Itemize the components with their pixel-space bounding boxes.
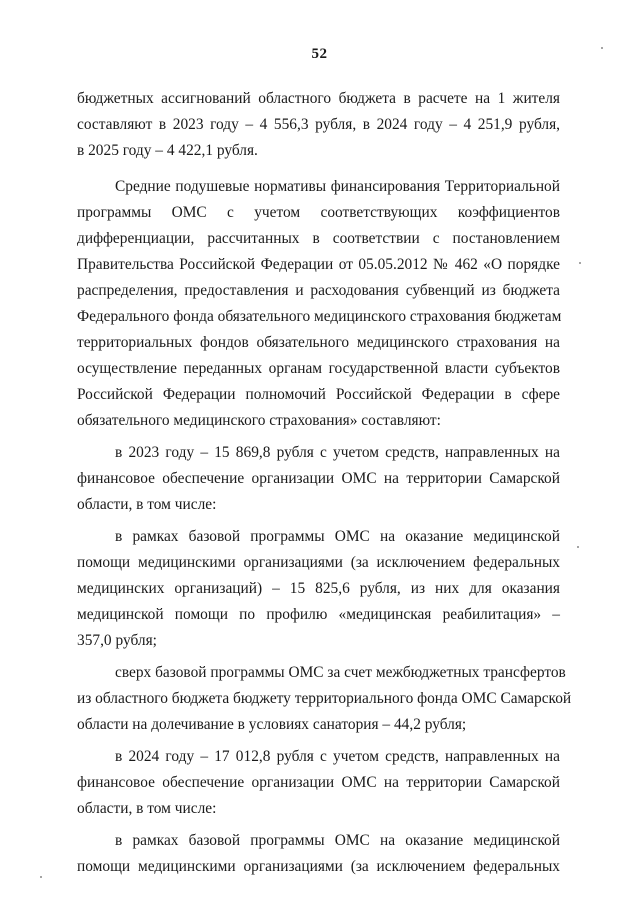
document-body <box>77 86 572 880</box>
text-line: 357,0 рубля; <box>77 632 157 649</box>
text-line: Федерального фонда обязательного медицинского страхования бюджетам <box>77 308 562 325</box>
text-line: распределения, предоставления и расходования субвенций из бюджета <box>77 282 560 299</box>
scan-speck <box>601 47 603 49</box>
text-line: в 2025 году – 4 422,1 рубля. <box>77 142 258 159</box>
text-line: сверх базовой программы ОМС за счет межбюджетных трансфертов <box>115 664 566 681</box>
text-line: медицинских организаций) – 15 825,6 рубля, из них для оказания <box>77 580 560 597</box>
text-line: Правительства Российской Федерации от 05.05.2012 № 462 «О порядке <box>77 256 560 273</box>
text-line: дифференциации, рассчитанных в соответствии с постановлением <box>77 230 560 247</box>
text-line: составляют в 2023 году – 4 556,3 рубля, в 2024 году – 4 251,9 рубля, <box>77 116 560 133</box>
paragraph <box>77 660 572 738</box>
paragraph <box>77 440 560 518</box>
text-line: в рамках базовой программы ОМС на оказание медицинской <box>115 528 560 545</box>
text-line: области, в том числе: <box>77 496 217 513</box>
text-line: финансовое обеспечение организации ОМС на территории Самарской <box>77 774 560 791</box>
text-line: области, в том числе: <box>77 800 217 817</box>
paragraph <box>77 744 560 822</box>
paragraph <box>77 174 560 434</box>
text-line: финансовое обеспечение организации ОМС на территории Самарской <box>77 470 560 487</box>
text-line: помощи медицинскими организациями (за исключением федеральных <box>77 858 560 875</box>
scan-speck <box>579 262 581 264</box>
text-line: в рамках базовой программы ОМС на оказание медицинской <box>115 832 560 849</box>
text-line: из областного бюджета бюджету территориального фонда ОМС Самарской <box>77 690 572 707</box>
text-line: в 2023 году – 15 869,8 рубля с учетом средств, направленных на <box>115 444 560 461</box>
paragraph <box>77 828 560 880</box>
paragraph <box>77 524 560 654</box>
scan-speck <box>40 876 42 878</box>
text-line: программы ОМС с учетом соответствующих коэффициентов <box>77 204 560 221</box>
text-line: в 2024 году – 17 012,8 рубля с учетом средств, направленных на <box>115 748 560 765</box>
text-line: осуществление переданных органам государственной власти субъектов <box>77 360 560 377</box>
text-line: Средние подушевые нормативы финансирования Территориальной <box>115 178 560 195</box>
text-line: территориальных фондов обязательного медицинского страхования на <box>77 334 560 351</box>
paragraph <box>77 86 560 164</box>
text-line: помощи медицинскими организациями (за исключением федеральных <box>77 554 560 571</box>
page-number: 52 <box>311 46 328 62</box>
text-line: области на долечивание в условиях санатория – 44,2 рубля; <box>77 716 467 733</box>
text-line: Российской Федерации полномочий Российской Федерации в сфере <box>77 386 560 403</box>
text-line: бюджетных ассигнований областного бюджета в расчете на 1 жителя <box>77 90 560 107</box>
scan-speck <box>577 546 579 548</box>
text-line: обязательного медицинского страхования» составляют: <box>77 412 441 429</box>
text-line: медицинской помощи по профилю «медицинская реабилитация» – <box>77 606 560 623</box>
